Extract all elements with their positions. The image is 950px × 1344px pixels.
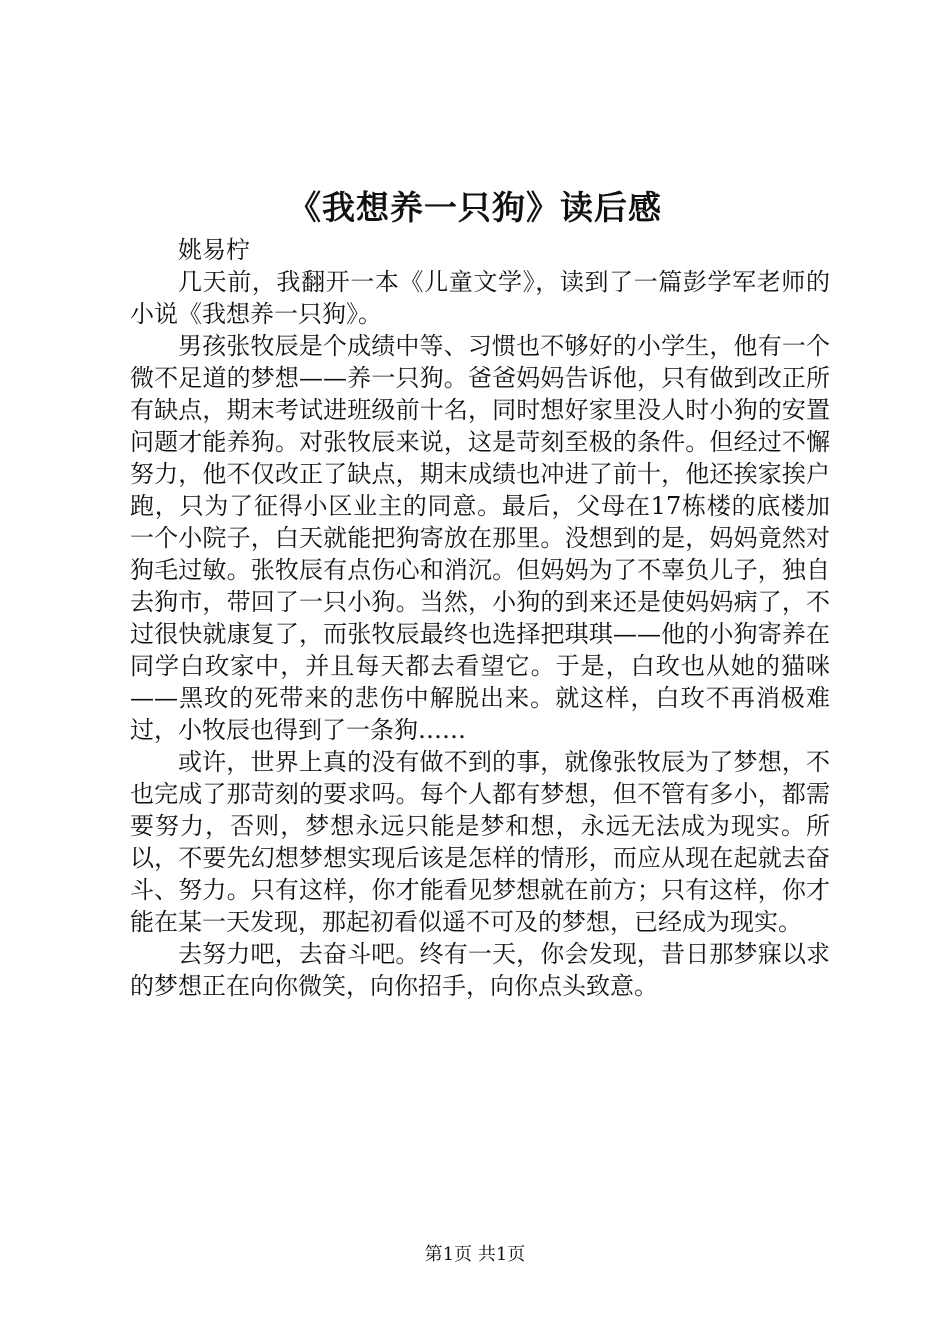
document-title: 《我想养一只狗》读后感 bbox=[288, 188, 662, 227]
paragraph-1: 几天前，我翻开一本《儿童文学》，读到了一篇彭学军老师的小说《我想养一只狗》。 bbox=[130, 268, 830, 328]
paragraph-2: 男孩张牧辰是个成绩中等、习惯也不够好的小学生，他有一个微不足道的梦想——养一只狗。爸爸妈妈告诉他，只有做到改正所有缺点，期末考试进班级前十名，同时想好家里没人时小狗的安置问题才能养狗。对张牧辰来说，这是苛刻至极的条件。但经过不懈努力，他不仅改正了缺点，期末成绩也冲进了前十，他还挨家挨户跑，只为了征得小区业主的同意。最后，父母在17栋楼的底楼加一个小院子，白天就能把狗寄放在那里。没想到的是，妈妈竟然对狗毛过敏。张牧辰有点伤心和消沉。但妈妈为了不辜负儿子，独自去狗市，带回了一只小狗。当然，小狗的到来还是使妈妈病了，不过很快就康复了，而张牧辰最终也选择把琪琪——他的小狗寄养在同学白玫家中，并且每天都去看望它。于是，白玫也从她的猫咪——黑玫的死带来的悲伤中解脱出来。就这样，白玫不再消极难过，小牧辰也得到了一条狗…… bbox=[130, 332, 830, 744]
document-body bbox=[130, 234, 830, 1002]
author-name: 姚易柠 bbox=[178, 236, 250, 264]
page-number-footer: 第1页 共1页 bbox=[424, 1244, 526, 1265]
paragraph-4: 去努力吧，去奋斗吧。终有一天，你会发现，昔日那梦寐以求的梦想正在向你微笑，向你招手，向你点头致意。 bbox=[130, 940, 830, 1000]
paragraph-3: 或许，世界上真的没有做不到的事，就像张牧辰为了梦想，不也完成了那苛刻的要求吗。每个人都有梦想，但不管有多小，都需要努力，否则，梦想永远只能是梦和想，永远无法成为现实。所以，不要先幻想梦想实现后该是怎样的情形，而应从现在起就去奋斗、努力。只有这样，你才能看见梦想就在前方；只有这样，你才能在某一天发现，那起初看似遥不可及的梦想，已经成为现实。 bbox=[130, 748, 830, 936]
